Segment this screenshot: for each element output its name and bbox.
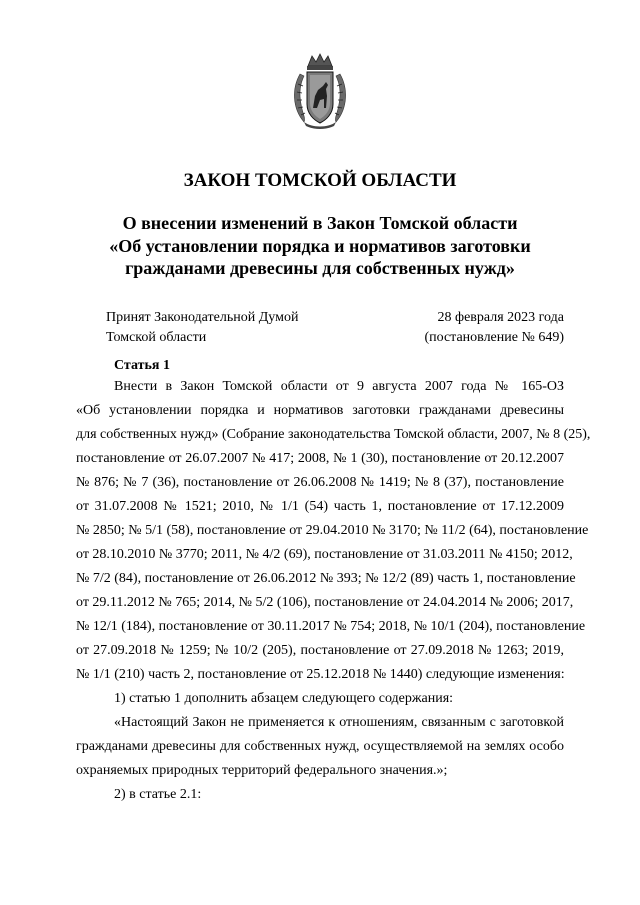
- article-heading: Статья 1: [114, 358, 170, 373]
- paragraph: [76, 711, 564, 783]
- paragraph-line: «Настоящий Закон не применяется к отношениям, связанным с заготовкой: [114, 715, 564, 730]
- paragraph-line: 2) в статье 2.1:: [114, 787, 202, 802]
- paragraph-line: от 29.11.2012 № 765; 2014, № 5/2 (106), постановление от 24.04.2014 № 2006; 2017,: [76, 595, 574, 610]
- paragraph-line: № 2850; № 5/1 (58), постановление от 29.04.2010 № 3170; № 11/2 (64), постановление: [76, 523, 589, 538]
- law-title: ЗАКОН ТОМСКОЙ ОБЛАСТИ: [183, 170, 457, 191]
- adopted-by: [106, 308, 298, 348]
- paragraph-line: от 31.07.2008 № 1521; 2010, № 1/1 (54) часть 1, постановление от 17.12.2009: [76, 499, 564, 514]
- paragraph-line: Внести в Закон Томской области от 9 августа 2007 года № 165-ОЗ: [114, 379, 564, 394]
- article-body: [76, 375, 591, 807]
- adopted-line: Томской области: [106, 330, 207, 345]
- paragraph-line: от 27.09.2018 № 1259; № 10/2 (205), постановление от 27.09.2018 № 1263; 2019,: [76, 643, 564, 658]
- coat-of-arms-emblem: [290, 52, 350, 130]
- paragraph: [76, 375, 591, 687]
- adopted-line: Принят Законодательной Думой: [106, 310, 299, 325]
- paragraph-line: гражданами древесины для собственных нужд, осуществляемой на землях особо: [76, 739, 564, 754]
- subtitle-line: гражданами древесины для собственных нужд»: [125, 258, 515, 278]
- paragraph-line: 1) статью 1 дополнить абзацем следующего содержания:: [114, 691, 454, 706]
- paragraph-line: № 7/2 (84), постановление от 26.06.2012 № 393; № 12/2 (89) часть 1, постановление: [76, 571, 576, 586]
- paragraph: [76, 783, 564, 807]
- law-subtitle: [76, 212, 564, 280]
- paragraph-line: для собственных нужд» (Собрание законодательства Томской области, 2007, № 8 (25),: [76, 427, 591, 442]
- subtitle-line: «Об установлении порядка и нормативов заготовки: [109, 235, 531, 256]
- paragraph-line: № 1/1 (210) часть 2, постановление от 25.12.2018 № 1440) следующие изменения:: [76, 667, 565, 682]
- paragraph-line: № 876; № 7 (36), постановление от 26.06.2008 № 1419; № 8 (37), постановление: [76, 475, 564, 490]
- resolution-line: (постановление № 649): [424, 330, 564, 345]
- subtitle-line: О внесении изменений в Закон Томской области: [122, 213, 518, 233]
- paragraph-line: постановление от 26.07.2007 № 417; 2008, № 1 (30), постановление от 20.12.2007: [76, 451, 564, 466]
- paragraph-line: от 28.10.2010 № 3770; 2011, № 4/2 (69), постановление от 31.03.2011 № 4150; 2012,: [76, 547, 573, 562]
- paragraph-line: охраняемых природных территорий федерального значения.»;: [76, 763, 448, 778]
- adoption-date: [424, 308, 564, 348]
- paragraph: [76, 687, 564, 711]
- date-line: 28 февраля 2023 года: [437, 310, 564, 325]
- paragraph-line: «Об установлении порядка и нормативов заготовки гражданами древесины: [76, 403, 564, 418]
- paragraph-line: № 12/1 (184), постановление от 30.11.2017 № 754; 2018, № 10/1 (204), постановление: [76, 619, 586, 634]
